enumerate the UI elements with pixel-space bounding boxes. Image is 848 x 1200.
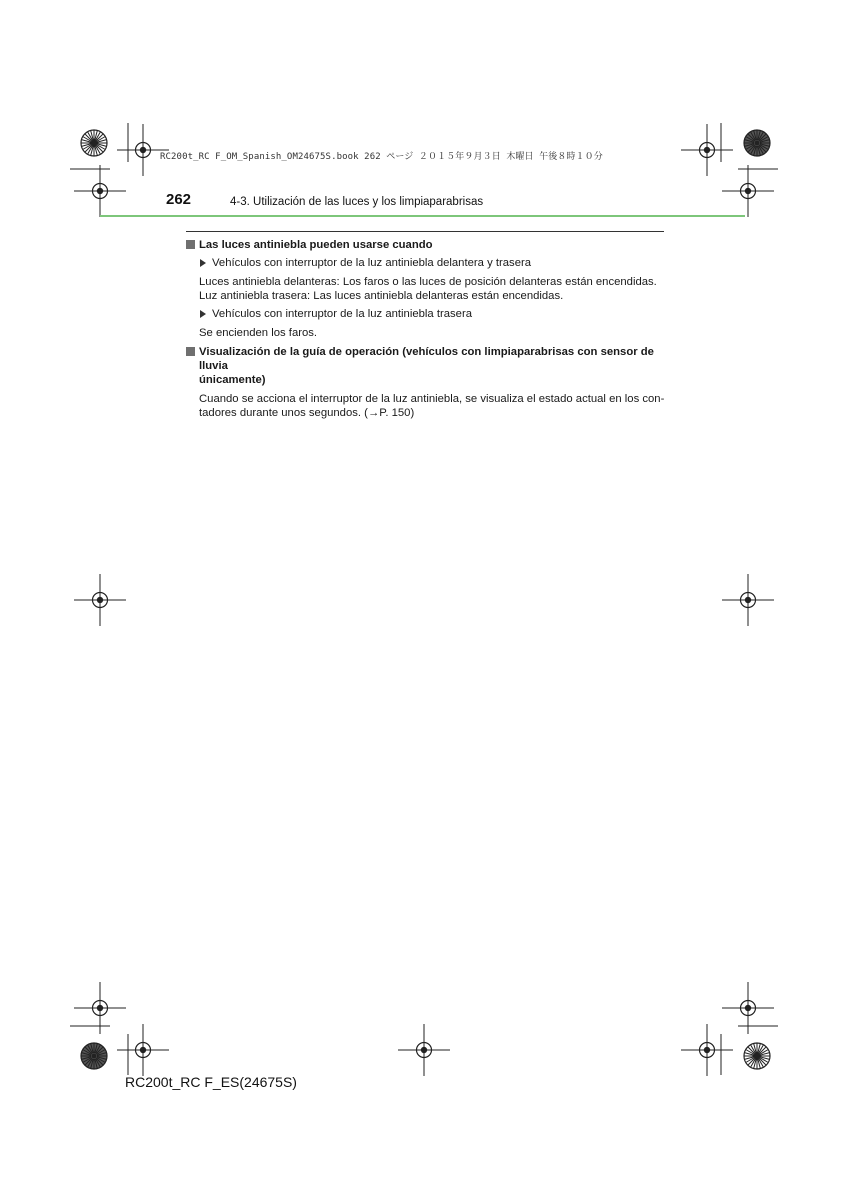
square-bullet-icon	[186, 347, 195, 356]
registration-dot	[97, 1005, 103, 1011]
body-text: Luces antiniebla delanteras: Los faros o las luces de posición delanteras están encendidas. Luz antiniebla trasera: Las luces antiniebla delanteras están encendidas.	[199, 276, 657, 302]
registration-dot	[140, 1047, 146, 1053]
registration-dot	[140, 147, 146, 153]
section-heading: Las luces antiniebla pueden usarse cuando	[186, 238, 666, 252]
printer-slug: RC200t_RC F_OM_Spanish_OM24675S.book 262 ページ ２０１５年９月３日 木曜日 午後８時１０分	[160, 152, 603, 162]
sunburst-center	[92, 1054, 97, 1059]
sunburst-center	[755, 141, 760, 146]
registration-dot	[97, 597, 103, 603]
sub-heading: Vehículos con interruptor de la luz antiniebla trasera	[199, 307, 666, 321]
content-top-rule	[186, 231, 664, 232]
registration-dot	[745, 597, 751, 603]
footer-code: RC200t_RC F_ES(24675S)	[125, 1074, 297, 1090]
body-text: Cuando se acciona el interruptor de la luz antiniebla, se visualiza el estado actual en los con- tadores durante unos segundos. (→P. 150)	[199, 393, 665, 419]
sub-heading: Vehículos con interruptor de la luz antiniebla delantera y trasera	[199, 256, 666, 270]
section-heading: Visualización de la guía de operación (vehículos con limpiaparabrisas con sensor de lluvia únicamente)	[186, 345, 666, 387]
section-title: 4-3. Utilización de las luces y los limpiaparabrisas	[230, 196, 484, 208]
page-number: 262	[166, 191, 192, 208]
registration-dot	[421, 1047, 427, 1053]
triangle-bullet-icon	[200, 259, 206, 267]
registration-dot	[704, 1047, 710, 1053]
body-text: Se encienden los faros.	[199, 327, 318, 339]
sunburst-center	[755, 1054, 760, 1059]
square-bullet-icon	[186, 240, 195, 249]
registration-dot	[97, 188, 103, 194]
registration-dot	[745, 1005, 751, 1011]
sunburst-center	[92, 141, 97, 146]
page-content	[186, 238, 666, 420]
registration-dot	[704, 147, 710, 153]
registration-dot	[745, 188, 751, 194]
header-rule	[100, 215, 745, 217]
triangle-bullet-icon	[200, 310, 206, 318]
